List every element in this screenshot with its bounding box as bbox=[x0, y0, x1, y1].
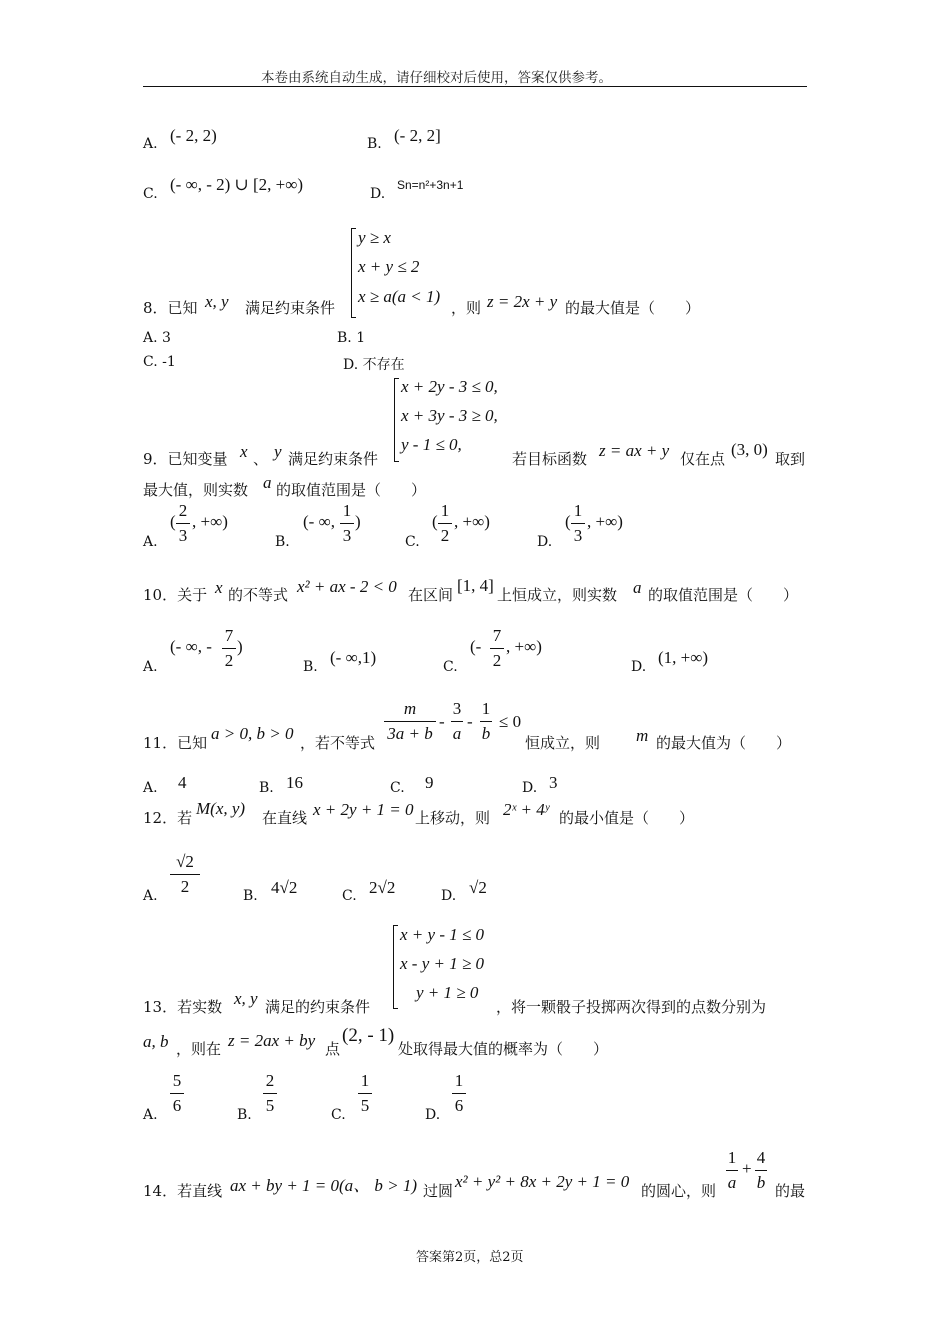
q12-prefix: 12．若 bbox=[143, 809, 193, 827]
q11-relation: ≤ 0 bbox=[499, 712, 522, 731]
q14-tail: 的最 bbox=[775, 1182, 806, 1200]
q13-option-c-label: C. bbox=[331, 1107, 346, 1123]
q8-cond-text: 满足约束条件 bbox=[245, 299, 336, 317]
q12-mid2: 上移动，则 bbox=[415, 809, 491, 827]
q12-option-b-label: B. bbox=[243, 888, 258, 904]
q9-line2-post: 的取值范围是（ ） bbox=[276, 481, 427, 499]
q8-suffix: 的最大值是（ ） bbox=[565, 299, 701, 317]
q7-option-c-label: C. bbox=[143, 186, 158, 202]
q13-vars: x, y bbox=[234, 989, 258, 1008]
q9-constraint-2: x + 3y - 3 ≥ 0, bbox=[401, 406, 498, 425]
q10-option-a-fraction: 7 2 bbox=[222, 625, 236, 672]
q8-option-a: A. 3 bbox=[143, 330, 171, 346]
q13-option-b-label: B. bbox=[237, 1107, 252, 1123]
q11-tail: 的最大值为（ ） bbox=[656, 734, 792, 752]
q11-minus-2: - bbox=[467, 712, 473, 731]
q14-mid2: 的圆心，则 bbox=[641, 1182, 717, 1200]
q8-option-b: B. 1 bbox=[337, 330, 366, 346]
q9-option-a-pre: ( bbox=[170, 512, 176, 531]
q8-constraint-3: x ≥ a(a < 1) bbox=[358, 287, 441, 306]
q7-option-a: (- 2, 2) bbox=[170, 126, 217, 145]
q10-mid1: 的不等式 bbox=[228, 586, 289, 604]
q8-vars: x, y bbox=[205, 292, 229, 311]
q8-option-d: D. 不存在 bbox=[343, 357, 405, 373]
q9-sep: 、 bbox=[253, 450, 269, 468]
q10-tail: 的取值范围是（ ） bbox=[648, 586, 799, 604]
q9-option-b-pre: (- ∞, bbox=[303, 512, 335, 531]
q13-option-d-fraction: 1 6 bbox=[452, 1070, 466, 1117]
q9-var-a: a bbox=[263, 473, 272, 492]
q10-var-x: x bbox=[215, 578, 223, 597]
q9-var-y: y bbox=[274, 442, 282, 461]
q12-option-b: 4√2 bbox=[271, 878, 298, 897]
q11-fraction-1: m 3a + b bbox=[384, 698, 436, 745]
q11-suffix: 恒成立，则 bbox=[525, 734, 601, 752]
q9-option-d-label: D. bbox=[537, 534, 553, 550]
q13-prefix: 13．若实数 bbox=[143, 998, 223, 1016]
q11-option-c-label: C. bbox=[390, 780, 405, 796]
q12-line: x + 2y + 1 = 0 bbox=[313, 800, 414, 819]
q11-minus-1: - bbox=[439, 712, 445, 731]
q13-constraint-1: x + y - 1 ≤ 0 bbox=[400, 925, 485, 944]
q7-option-b: (- 2, 2] bbox=[394, 126, 441, 145]
q7-option-a-label: A. bbox=[143, 136, 158, 152]
q10-option-c-fraction: 7 2 bbox=[490, 625, 504, 672]
q10-var-a: a bbox=[633, 578, 642, 597]
q12-mid: 在直线 bbox=[262, 809, 308, 827]
q12-option-a-label: A. bbox=[143, 888, 158, 904]
q7-option-b-label: B. bbox=[367, 136, 382, 152]
q13-mid: ，将一颗骰子投掷两次得到的点数分别为 bbox=[496, 998, 767, 1016]
q10-option-d: (1, +∞) bbox=[658, 648, 709, 667]
q11-option-d-label: D. bbox=[522, 780, 538, 796]
q11-option-a: 4 bbox=[178, 773, 187, 792]
q7-option-c: (- ∞, - 2) ∪ [2, +∞) bbox=[170, 175, 304, 194]
q10-option-b: (- ∞,1) bbox=[330, 648, 377, 667]
q13-option-d-label: D. bbox=[425, 1107, 441, 1123]
q11-mid: ，若不等式 bbox=[300, 734, 376, 752]
q9-cond-text: 满足约束条件 bbox=[288, 450, 379, 468]
q14-prefix: 14．若直线 bbox=[143, 1182, 223, 1200]
q11-option-b: 16 bbox=[286, 773, 303, 792]
q9-line2-pre: 最大值，则实数 bbox=[143, 481, 249, 499]
q8-brace bbox=[351, 228, 356, 318]
q11-condition: a > 0, b > 0 bbox=[211, 724, 294, 743]
q12-option-c-label: C. bbox=[342, 888, 357, 904]
q9-prefix: 9．已知变量 bbox=[143, 450, 228, 468]
q10-option-b-label: B. bbox=[303, 659, 318, 675]
q13-option-c-fraction: 1 5 bbox=[358, 1070, 372, 1117]
q11-fraction-3: 1 b bbox=[481, 699, 491, 743]
q10-prefix: 10．关于 bbox=[143, 586, 208, 604]
q12-suffix: 的最小值是（ ） bbox=[559, 809, 695, 827]
q14-fraction-1: 1 a bbox=[727, 1148, 737, 1192]
q10-option-c-pre: (- bbox=[470, 637, 482, 656]
q8-mid: ，则 bbox=[451, 299, 482, 317]
q8-prefix: 8．已知 bbox=[143, 299, 198, 317]
q9-only-text: 仅在点 bbox=[680, 450, 726, 468]
q8-option-c: C. -1 bbox=[143, 354, 176, 370]
q10-suffix: 上恒成立，则实数 bbox=[497, 586, 618, 604]
header-rule bbox=[143, 86, 807, 87]
q11-option-a-label: A. bbox=[143, 780, 158, 796]
q9-option-c-label: C. bbox=[405, 534, 420, 550]
q11-option-d: 3 bbox=[549, 773, 558, 792]
q10-mid2: 在区间 bbox=[408, 586, 454, 604]
header-notice: 本卷由系统自动生成，请仔细校对后使用，答案仅供参考。 bbox=[261, 70, 612, 86]
q13-point-text: 点 bbox=[325, 1040, 341, 1058]
q14-mid: 过圆 bbox=[423, 1182, 454, 1200]
q8-objective: z = 2x + y bbox=[487, 292, 558, 311]
q14-plus: + bbox=[742, 1159, 752, 1178]
q12-option-c: 2√2 bbox=[369, 878, 396, 897]
q9-option-a-fraction: 2 3 bbox=[176, 500, 190, 547]
q9-option-d-fraction: 1 3 bbox=[571, 500, 585, 547]
q9-option-a-post: , +∞) bbox=[192, 512, 228, 531]
q9-constraint-1: x + 2y - 3 ≤ 0, bbox=[401, 377, 498, 396]
q13-brace bbox=[393, 925, 398, 1009]
q9-option-b-label: B. bbox=[275, 534, 290, 550]
q10-option-a-pre: (- ∞, - bbox=[170, 637, 212, 656]
q13-line2-tail: 处取得最大值的概率为（ ） bbox=[398, 1040, 609, 1058]
q11-option-b-label: B. bbox=[259, 780, 274, 796]
q10-option-a-label: A. bbox=[143, 659, 158, 675]
q13-option-a-label: A. bbox=[143, 1107, 158, 1123]
q9-take-text: 取到 bbox=[775, 450, 806, 468]
q8-constraint-1: y ≥ x bbox=[358, 228, 391, 247]
q13-objective: z = 2ax + by bbox=[228, 1031, 316, 1050]
q10-option-a-post: ) bbox=[237, 637, 243, 656]
q11-option-c: 9 bbox=[425, 773, 434, 792]
q7-option-d: Sn=n²+3n+1 bbox=[397, 178, 464, 192]
q13-point: (2, - 1) bbox=[342, 1025, 395, 1046]
q9-option-b-post: ) bbox=[355, 512, 361, 531]
q11-fraction-2: 3 a bbox=[452, 699, 462, 743]
q13-option-a-fraction: 5 6 bbox=[170, 1070, 184, 1117]
q10-option-d-label: D. bbox=[631, 659, 647, 675]
q12-option-d: √2 bbox=[469, 878, 487, 897]
q9-option-c-post: , +∞) bbox=[454, 512, 490, 531]
q9-obj-text: 若目标函数 bbox=[512, 450, 588, 468]
q10-interval: [1, 4] bbox=[457, 576, 494, 595]
q14-fraction-2: 4 b bbox=[756, 1148, 766, 1192]
page-footer: 答案第2页，总2页 bbox=[416, 1250, 524, 1265]
q9-option-c-pre: ( bbox=[432, 512, 438, 531]
q9-option-b-fraction: 1 3 bbox=[340, 500, 354, 547]
q13-constraint-2: x - y + 1 ≥ 0 bbox=[400, 954, 485, 973]
q9-option-d-post: , +∞) bbox=[587, 512, 623, 531]
q9-brace bbox=[394, 378, 399, 462]
q9-option-c-fraction: 1 2 bbox=[438, 500, 452, 547]
q9-point: (3, 0) bbox=[731, 440, 768, 459]
q9-constraint-3: y - 1 ≤ 0, bbox=[401, 435, 462, 454]
q14-line: ax + by + 1 = 0(a、 b > 1) bbox=[230, 1176, 418, 1195]
q12-expression: 2ˣ + 4ʸ bbox=[503, 800, 550, 819]
q13-cond-text: 满足的约束条件 bbox=[265, 998, 371, 1016]
q7-option-d-label: D. bbox=[370, 186, 386, 202]
q9-option-d-pre: ( bbox=[565, 512, 571, 531]
q12-option-d-label: D. bbox=[441, 888, 457, 904]
q12-option-a-fraction: √2 2 bbox=[170, 851, 200, 898]
q9-option-a-label: A. bbox=[143, 534, 158, 550]
q9-var-x: x bbox=[240, 442, 248, 461]
q13-line2-vars: a, b bbox=[143, 1032, 169, 1051]
q14-circle: x² + y² + 8x + 2y + 1 = 0 bbox=[455, 1172, 630, 1191]
q13-line2-mid: ，则在 bbox=[176, 1040, 222, 1058]
q12-point: M(x, y) bbox=[196, 799, 246, 818]
q10-inequality: x² + ax - 2 < 0 bbox=[297, 577, 397, 596]
q13-option-b-fraction: 2 5 bbox=[263, 1070, 277, 1117]
q10-option-c-label: C. bbox=[443, 659, 458, 675]
q11-var-m: m bbox=[636, 726, 649, 745]
q13-constraint-3: y + 1 ≥ 0 bbox=[416, 983, 479, 1002]
q11-prefix: 11．已知 bbox=[143, 734, 208, 752]
q10-option-c-post: , +∞) bbox=[506, 637, 542, 656]
q8-constraint-2: x + y ≤ 2 bbox=[358, 257, 420, 276]
q9-objective: z = ax + y bbox=[599, 441, 670, 460]
